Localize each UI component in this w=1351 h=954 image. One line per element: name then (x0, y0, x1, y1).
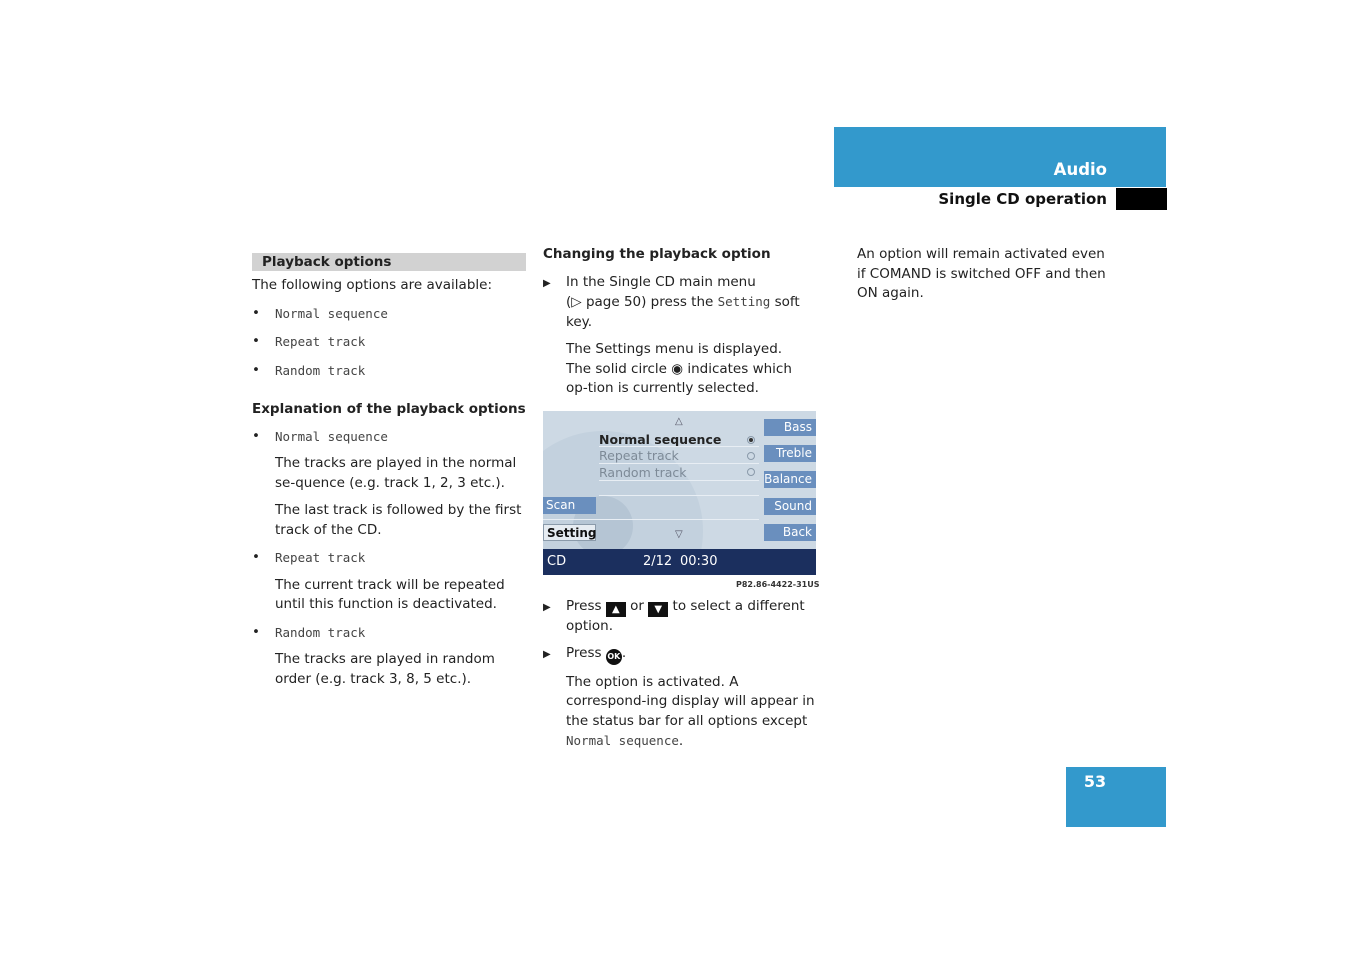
step-1: ▶ In the Single CD main menu (▷ page 50) press the Setting soft key. (543, 273, 800, 330)
arrow-down-key-icon: ▼ (648, 602, 668, 617)
triangle-right-icon: ▶ (543, 602, 551, 613)
screen-option: Normal sequence (599, 432, 722, 447)
status-source: CD (547, 554, 567, 569)
divider (599, 480, 759, 481)
step-3: ▶ Press OK . (543, 644, 817, 665)
ok-key-icon: OK (606, 649, 622, 665)
scroll-up-icon: △ (675, 416, 683, 427)
softkey-treble: Treble (764, 445, 816, 462)
explain-text: The current track will be repeated until this function is deactivated. (275, 576, 505, 612)
note-text: An option will remain activated even if COMAND is switched OFF and then ON again. (857, 246, 1106, 301)
explain-text: The tracks are played in the normal se-quence (e.g. track 1, 2, 3 etc.). (275, 455, 517, 491)
status-bar (543, 549, 816, 575)
explain-text: The last track is followed by the first track of the CD. (275, 502, 522, 538)
bullet-icon: • (252, 333, 260, 349)
thumb-tab (1116, 188, 1167, 210)
column-playback-options (252, 253, 526, 689)
bullet-icon: • (252, 549, 260, 565)
screen-option: Repeat track (599, 448, 679, 463)
softkey-label: Setting (717, 294, 771, 309)
radio-empty-icon (747, 468, 755, 476)
softkey-sound: Sound (764, 498, 816, 515)
triangle-right-icon: ▶ (543, 648, 551, 660)
divider (599, 446, 759, 447)
section-title: Audio (1053, 160, 1107, 179)
radio-selected-icon (747, 436, 755, 444)
result-text: The option is activated. A correspond-ing display will appear in the status bar for all options except Normal sequence. (566, 673, 815, 749)
bullet-icon: • (252, 304, 260, 321)
explain-item-title: • Repeat track (252, 548, 526, 569)
result-text: The Settings menu is displayed. (566, 341, 783, 357)
screen-option: Random track (599, 465, 687, 480)
divider (599, 463, 759, 464)
bullet-icon: • (252, 361, 260, 378)
list-item: • Random track (252, 361, 526, 382)
column-note (857, 245, 1117, 304)
softkey-scan: Scan (543, 497, 596, 514)
softkey-setting: Setting (543, 524, 596, 541)
header-band (834, 127, 1166, 187)
bullet-icon: • (252, 427, 260, 444)
step-2: ▶ Press ▲ or ▼ to select a different option. (543, 598, 805, 634)
softkey-back: Back (764, 524, 816, 541)
intro-text: The following options are available: (252, 277, 493, 293)
divider (599, 495, 759, 496)
column-changing-option (543, 245, 817, 399)
divider (543, 519, 759, 520)
result-text: The solid circle ◉ indicates which op-tion is currently selected. (566, 360, 792, 396)
figure-caption: P82.86-4422-31US (736, 580, 820, 589)
explain-heading: Explanation of the playback options (252, 401, 526, 417)
subsection-title: Single CD operation (938, 190, 1107, 208)
list-item: • Repeat track (252, 332, 526, 353)
section-heading: Changing the playback option (543, 246, 771, 262)
status-time: 00:30 (680, 554, 718, 569)
scroll-down-icon: ▽ (675, 529, 683, 540)
status-track: 2/12 (643, 554, 673, 569)
triangle-right-icon: ▶ (543, 277, 551, 289)
radio-empty-icon (747, 452, 755, 460)
page-number: 53 (1083, 772, 1107, 791)
column-changing-option-continued (543, 597, 817, 752)
explain-item-title: • Normal sequence (252, 427, 526, 448)
settings-screen-illustration (543, 411, 816, 575)
section-heading: Playback options (252, 253, 526, 271)
arrow-up-key-icon: ▲ (606, 602, 626, 617)
list-item: • Normal sequence (252, 304, 526, 325)
softkey-balance: Balance (764, 471, 816, 488)
explain-text: The tracks are played in random order (e.g. track 3, 8, 5 etc.). (275, 651, 495, 687)
softkey-bass: Bass (764, 419, 816, 436)
explain-item-title: • Random track (252, 623, 526, 644)
bullet-icon: • (252, 623, 260, 640)
